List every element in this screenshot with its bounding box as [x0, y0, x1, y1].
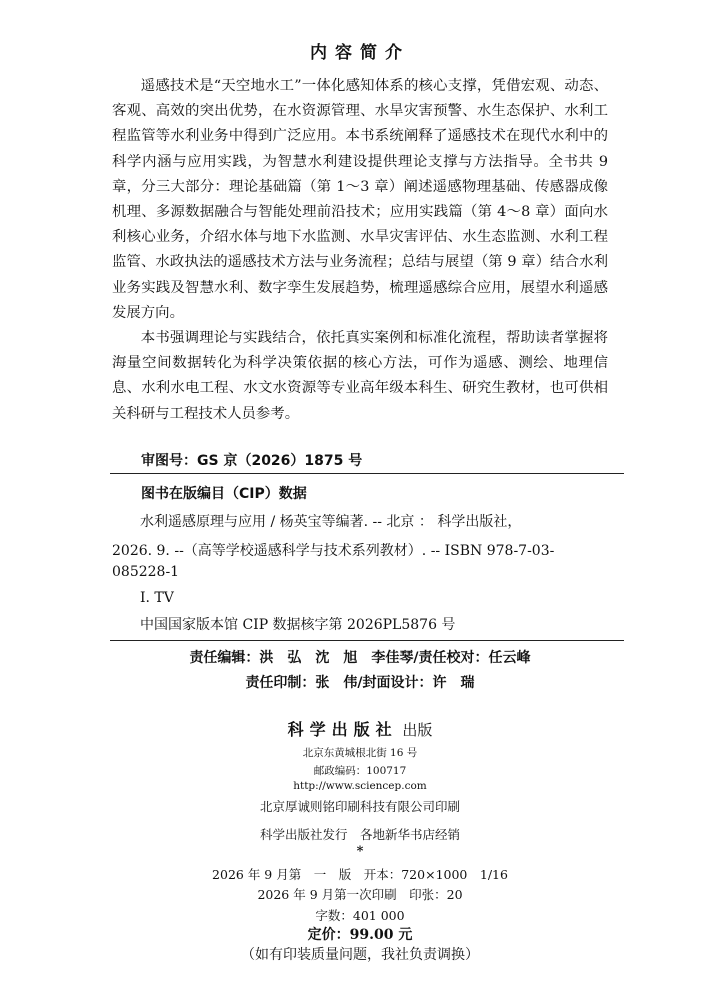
cip-line-4: Ⅰ. TV — [140, 590, 174, 606]
publisher-address: 北京东黄城根北街 16 号 — [302, 747, 418, 759]
divider-top — [110, 473, 624, 474]
wordcount-line: 字数：401 000 — [315, 908, 405, 923]
cip-heading: 图书在版编目（CIP）数据 — [141, 486, 307, 502]
map-review-number: 审图号：GS 京（2026）1875 号 — [141, 453, 363, 469]
cip-line-3: 085228-1 — [112, 564, 180, 580]
cip-line-2: 2026. 9. --（高等学校遥感科学与技术系列教材）. -- ISBN 978-7-03- — [112, 543, 555, 559]
price-line: 定价：99.00 元 — [307, 927, 413, 943]
edition-line: 2026 年 9 月第 一 版 开本：720×1000 1/16 — [212, 867, 508, 882]
summary-paragraph-2: 本书强调理论与实践结合，依托真实案例和标准化流程，帮助读者掌握将海量空间数据转化为科学决策依据的核心方法，可作为遥感、测绘、地理信息、水利水电工程、水文水资源等专业高年级本科生、研究生教材，也可供相关科研与工程技术人员参考。 — [112, 330, 608, 422]
printing-line: 2026 年 9 月第一次印刷 印张：20 — [257, 887, 463, 902]
printer-line: 北京厚诚则铭印刷科技有限公司印刷 — [259, 799, 460, 814]
summary-text — [112, 74, 608, 427]
separator-star: * — [356, 844, 364, 859]
publisher-line — [0, 717, 720, 740]
publisher-logo: 科学出版社 — [287, 720, 398, 739]
divider-bottom — [110, 640, 624, 641]
cip-line-5: 中国国家版本馆 CIP 数据核字第 2026PL5876 号 — [140, 617, 456, 633]
distribution-line: 科学出版社发行 各地新华书店经销 — [259, 827, 460, 842]
publisher-postcode: 邮政编码：100717 — [313, 765, 407, 777]
publisher-website: http://www.sciencep.com — [293, 780, 427, 792]
responsibility-line-1: 责任编辑：洪 弘 沈 旭 李佳琴/责任校对：任云峰 — [189, 650, 531, 666]
publisher-suffix: 出版 — [402, 721, 433, 739]
responsibility-line-2: 责任印制：张 伟/封面设计：许 瑞 — [245, 675, 475, 691]
summary-paragraph-1: 遥感技术是“天空地水工”一体化感知体系的核心支撑，凭借宏观、动态、客观、高效的突出优势，在水资源管理、水旱灾害预警、水生态保护、水利工程监管等水利业务中得到广泛应用。本书系统阐释了遥感技术在现代水利中的科学内涵与应用实践，为智慧水利建设提供理论支撑与方法指导。全书共 9 章，分三大部分：理论基础篇（第 1～3 章）阐述遥感物理基础、传感器成像机理、多源数据融合与智能处理前沿技术；应用实践篇（第 4～8 章）面向水利核心业务，介绍水体与地下水监测、水旱灾害评估、水生态监测、水利工程监管、水政执法的遥感技术方法与业务流程；总结与展望（第 9 章）结合水利业务实践及智慧水利、数字孪生发展趋势，梳理遥感综合应用，展望水利遥感发展方向。 — [112, 78, 608, 321]
quality-note: （如有印装质量问题，我社负责调换） — [241, 947, 479, 963]
page-title: 内容简介 — [310, 43, 410, 63]
cip-line-1: 水利遥感原理与应用 / 杨英宝等编著. -- 北京 ： 科学出版社， — [140, 514, 522, 530]
